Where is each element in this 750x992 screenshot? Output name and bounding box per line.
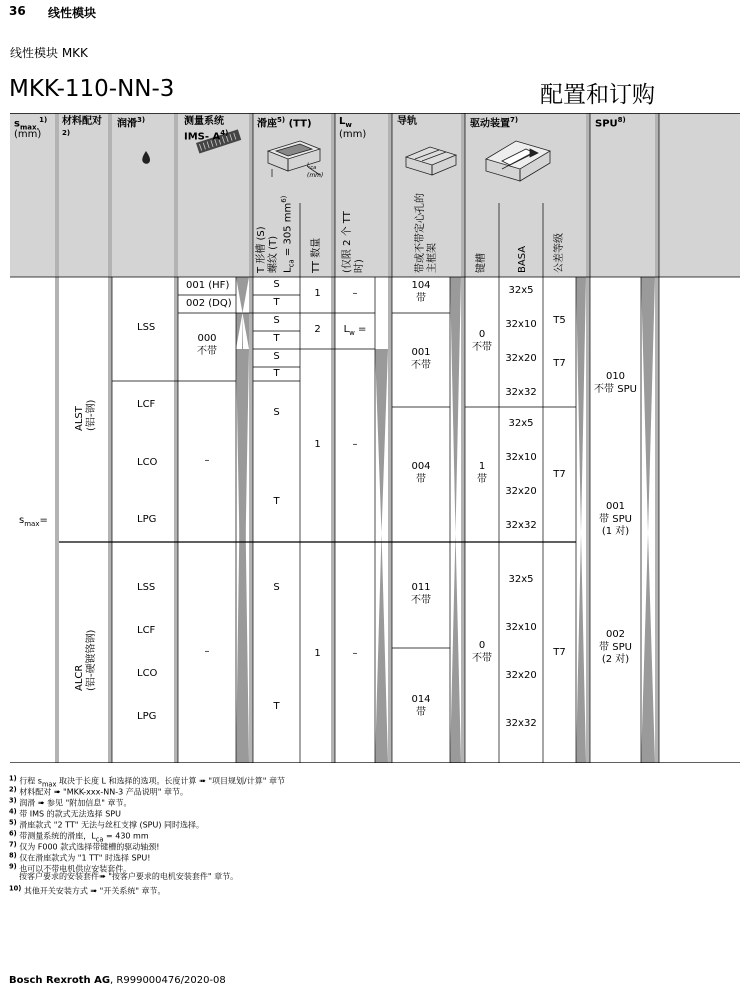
basa-size: 32x5 <box>508 574 534 585</box>
lw-value: – <box>352 288 358 299</box>
footnote: $^{5)}$ 滑座款式 "2 TT" 无法与丝杠支撑 (SPU) 同时选择。 <box>9 818 205 830</box>
keyway-option: 0 不带 <box>472 329 492 353</box>
page-section: 线性模块 <box>48 6 97 20</box>
carriage-t: T <box>273 333 280 344</box>
lw-value: $L_w$ = <box>343 324 367 337</box>
model-number: MKK-110-NN-3 <box>9 76 175 102</box>
tt-count: 2 <box>314 324 321 335</box>
lube-option: LPG <box>137 711 157 722</box>
footnote: 按客户要求的安装套件➠ "按客户要求的电机安装套件" 章节。 <box>19 872 239 881</box>
subheader-tt-count: TT 数量 <box>311 237 322 273</box>
header-ims: 测量系统 IMS- $A^{4)}$ <box>184 116 229 142</box>
basa-size: 32x32 <box>505 520 537 531</box>
rail-option: 001 不带 <box>411 347 431 371</box>
header-material: 材料配对$^{2)}$ <box>62 116 102 137</box>
footnote: $^{1)}$ 行程 $s_{max}$ 取决于长度 L 和选择的选项。长度计算 ➠ "项目规划/计算" 章节 <box>9 774 285 789</box>
configuration-table <box>10 113 740 763</box>
basa-size: 32x20 <box>505 353 537 364</box>
configuration-title: 配置和订购 <box>540 82 655 108</box>
spu-option: 001 带 SPU (1 对) <box>599 501 632 537</box>
basa-size: 32x5 <box>508 285 534 296</box>
tolerance-class: T7 <box>553 647 566 658</box>
basa-size: 32x20 <box>505 486 537 497</box>
lube-option: LCO <box>137 668 158 679</box>
carriage-s: S <box>273 351 280 362</box>
footnote: $^{9)}$ 也可以不带电机供应安装套件。 <box>9 862 132 874</box>
header-lw: $L_w$ <box>339 116 352 129</box>
lube-option: LPG <box>137 514 157 525</box>
tolerance-class: T7 <box>553 358 566 369</box>
header-rail: 导轨 <box>397 116 417 127</box>
footnote: $^{7)}$ 仅为 F000 款式选择带键槽的驱动轴颈! <box>9 840 160 852</box>
carriage-s: S <box>273 279 280 290</box>
rail-option: 011 不带 <box>411 582 431 606</box>
keyway-option: 0 不带 <box>472 640 492 664</box>
page-number: 36 <box>9 4 26 18</box>
ims-option-dq: 002 (DQ) <box>186 298 232 309</box>
lw-value: – <box>352 439 358 450</box>
basa-size: 32x10 <box>505 319 537 330</box>
basa-size: 32x32 <box>505 718 537 729</box>
subheader-basa: BASA <box>517 245 528 273</box>
basa-size: 32x10 <box>505 622 537 633</box>
subheader-keyway: 键槽 <box>476 253 487 273</box>
rail-option: 104 带 <box>411 280 431 304</box>
footnote: $^{3)}$ 润滑 ➠ 参见 "附加信息" 章节。 <box>9 796 132 808</box>
ims-option-hf: 001 (HF) <box>186 280 230 291</box>
lube-option: LCF <box>137 625 156 636</box>
keyway-option: 1 带 <box>477 461 487 485</box>
carriage-t: T <box>273 701 280 712</box>
basa-size: 32x32 <box>505 387 537 398</box>
tt-count: 1 <box>314 439 321 450</box>
basa-size: 32x5 <box>508 418 534 429</box>
ims-dash: – <box>204 646 210 657</box>
tt-count: 1 <box>314 288 321 299</box>
lube-option: LCF <box>137 399 156 410</box>
lube-option: LCO <box>137 457 158 468</box>
spu-option: 002 带 SPU (2 对) <box>599 629 632 665</box>
page-footer: Bosch Rexroth AG, R999000476/2020-08 <box>9 975 226 986</box>
carriage-s: S <box>273 315 280 326</box>
tolerance-class: T5 <box>553 315 566 326</box>
subheader-lw-note: (仅限 2 个 TT 时) <box>342 211 365 273</box>
footnote: $^{2)}$ 材料配对 ➠ "MKK-xxx-NN-3 产品说明" 章节。 <box>9 785 188 797</box>
header-lubrication: 润滑$^{3)}$ <box>117 116 146 130</box>
subheader-tolerance: 公差等级 <box>554 233 565 273</box>
spu-option: 010 不带 SPU <box>594 371 637 395</box>
footnote: $^{4)}$ 带 IMS 的款式无法选择 SPU <box>9 807 121 819</box>
carriage-s: S <box>273 407 280 418</box>
lube-option: LSS <box>137 582 156 593</box>
subheader-rail-note: 带或不带定心孔的 主框架 <box>415 193 438 273</box>
lw-value: – <box>352 648 358 659</box>
smax-equals: $s_{max}=$ <box>19 515 48 528</box>
carriage-s: S <box>273 582 280 593</box>
header-lw-unit: (mm) <box>339 129 367 140</box>
rail-option: 004 带 <box>411 461 431 485</box>
header-spu: SPU$^{8)}$ <box>595 116 626 130</box>
basa-size: 32x10 <box>505 452 537 463</box>
basa-size: 32x20 <box>505 670 537 681</box>
material-alst: ALST (铝-钢) <box>74 399 97 431</box>
carriage-t: T <box>273 496 280 507</box>
tt-count: 1 <box>314 648 321 659</box>
rail-option: 014 带 <box>411 694 431 718</box>
lube-option: LSS <box>137 322 156 333</box>
tolerance-class: T7 <box>553 469 566 480</box>
footnote: $^{10)}$ 其他开关安装方式 ➠ "开关系统" 章节。 <box>9 884 166 896</box>
header-carriage: 滑座$^{5)}$ (TT) <box>257 116 312 130</box>
footnote: $^{6)}$ 带测量系统的滑座，$L_{ca} = 430$ mm <box>9 829 149 844</box>
material-alcr: ALCR (铝-硬镀铬钢) <box>74 629 97 691</box>
header-smax-unit: (mm) <box>14 129 42 140</box>
lca-dimension-label: $L_{ca}$ (mm) <box>307 162 324 180</box>
header-smax: $s_{max.}^{1)}$ <box>14 116 48 132</box>
ims-option-none: 000 不带 <box>197 333 217 357</box>
footnote: $^{8)}$ 仅在滑座款式为 "1 TT" 时选择 SPU! <box>9 851 151 863</box>
carriage-t: T <box>273 368 280 379</box>
subheader-carriage-types: T 形槽 (S) 螺纹 (T) $L_{ca} = 305$ $mm^{6)}$ <box>256 195 296 273</box>
document-subtitle: 线性模块 MKK <box>10 46 88 60</box>
carriage-t: T <box>273 297 280 308</box>
header-drive: 驱动装置$^{7)}$ <box>470 116 519 130</box>
ims-dash: – <box>204 455 210 466</box>
